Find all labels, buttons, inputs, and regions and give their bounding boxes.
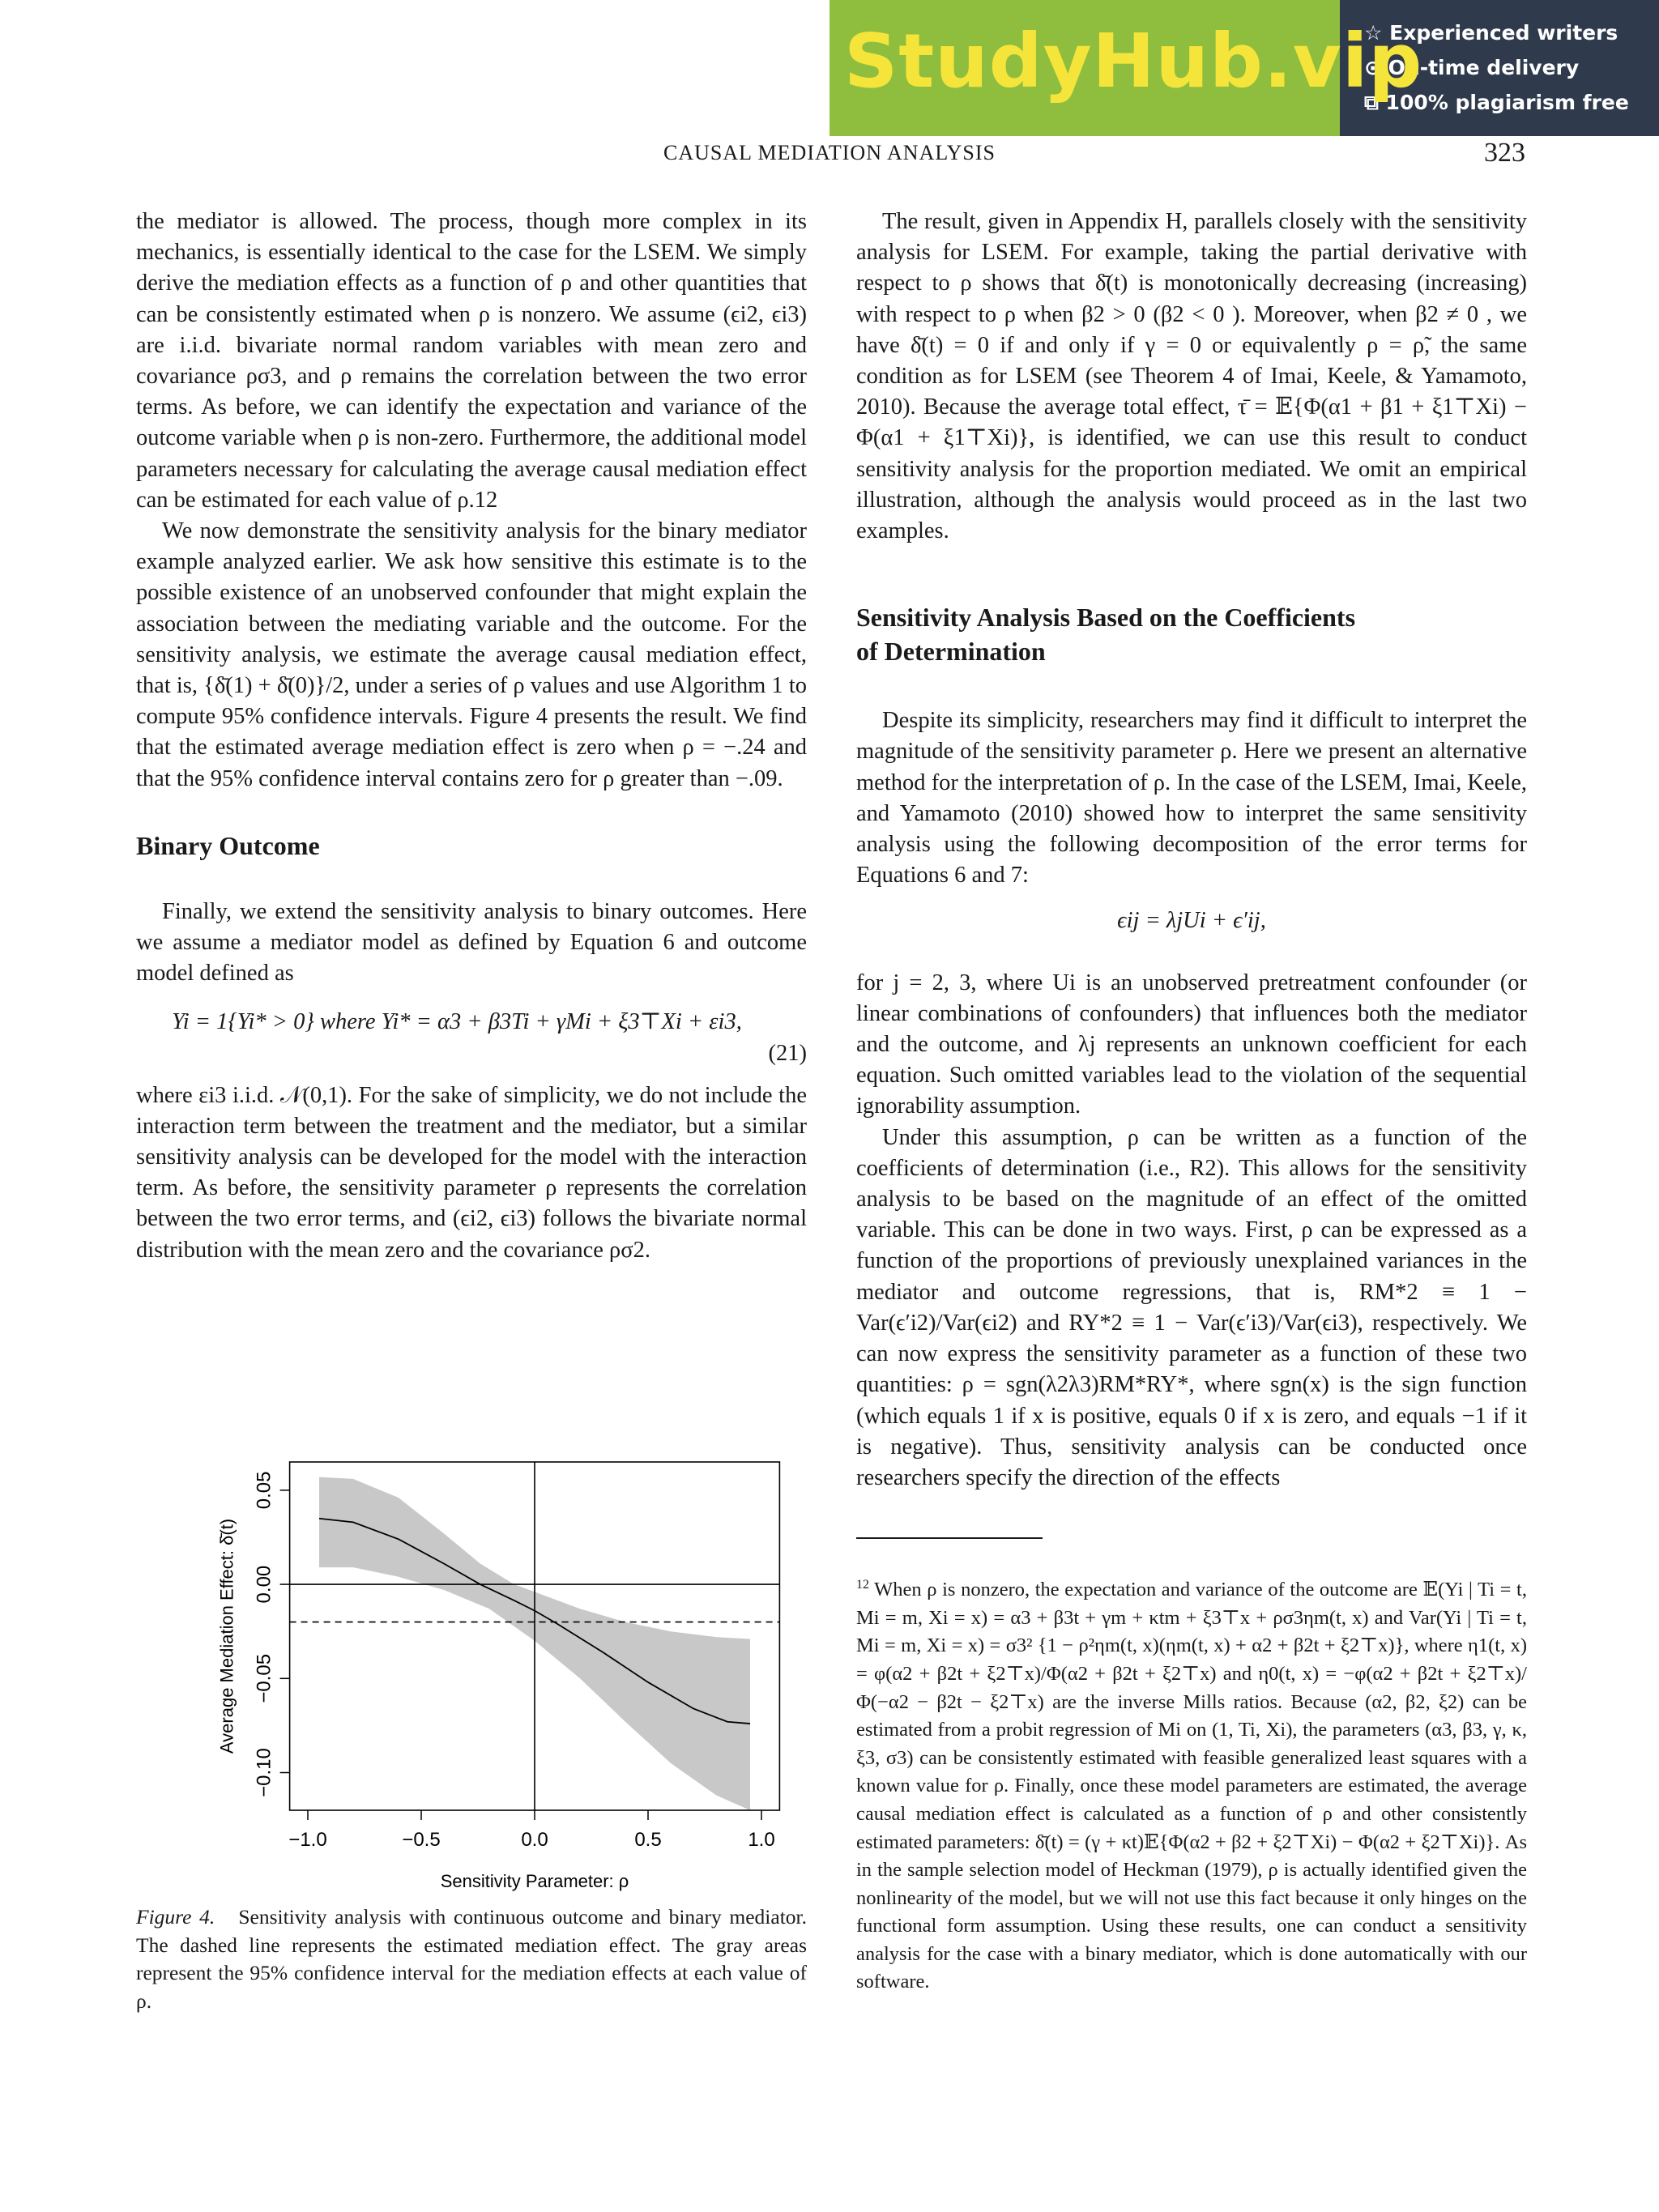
y-axis-label: Average Mediation Effect: δ̄(t) [219,1518,237,1754]
banner-feature-plagiarism: ⧉ 100% plagiarism free [1364,91,1629,114]
banner-feature-delivery: ⊙ On-time delivery [1364,56,1580,79]
footnote-text: When ρ is nonzero, the expectation and variance of the outcome are 𝔼(Yi | Ti = t, Mi = m, Xi = x) = α3 + β3t + γm + κtm + ξ3⊤x + ρσ3ηm(t, x) and Var(Yi | Ti = t, Mi = m, Xi = x) = σ3² {1 − ρ²ηm(t, x)(ηm(t, x) + α2 + β2t + ξ2⊤x)}, where η1(t, x) = φ(α2 + β2t + ξ2⊤x)/Φ(α2 + β2t + ξ2⊤x) and η0(t, x) = −φ(α2 + β2t + ξ2⊤x)/Φ(−α2 − β2t − ξ2⊤x) are the inverse Mills ratios. Because (α2, β2, ξ2) can be estimated from a probit regression of Mi on (1, Ti, Xi), the parameters (α3, β3, γ, κ, ξ3, σ3) can be consistently estimated with feasible generalized least squares with a known value for ρ. Finally, once these model parameters are estimated, the average causal mediation effect is calculated as a function of ρ and other consistently estimated parameters: δ̄(t) = (γ + κt)𝔼{Φ(α2 + β2 + ξ2⊤Xi) − Φ(α2 + ξ2⊤Xi)}. As in the sample selection model of Heckman (1979), ρ is actually identified given the nonlinearity of the model, but we will not use this fact because it only hinges on the functional form assumption. Using these results, one can conduct a sensitivity analysis for the case with a binary mediator, which is done automatically with our software. [856,1579,1527,1993]
promo-banner[interactable] [830,0,1659,136]
section-title-binary-outcome: Binary Outcome [136,830,320,860]
page-number: 323 [1484,138,1525,168]
right-paragraph-1: The result, given in Appendix H, parallels closely with the sensitivity analysis for LSEM. For example, taking the partial derivative with respect to ρ shows that δ̄(t) is monotonically decreasing (increasing) with respect to ρ when β2 > 0 (β2 < 0 ). Moreover, when β2 ≠ 0 , we have δ̄(t) = 0 if and only if γ = 0 or equivalently ρ = ρ̃, the same condition as for LSEM (see Theorem 4 of Imai, Keele, & Yamamoto, 2010). Because the average total effect, τ̄ = 𝔼{Φ(α1 + β1 + ξ1⊤Xi) − Φ(α1 + ξ1⊤Xi)}, is identified, we can use this result to conduct sensitivity analysis for the proportion mediated. We omit an empirical illustration, although the analysis would proceed as in the last two examples. [856,209,1527,544]
footnote-12 [856,1571,1527,1997]
section-title-coefficients-line2: of Determination [856,637,1046,667]
running-head: CAUSAL MEDIATION ANALYSIS [663,141,996,164]
left-paragraph-1: the mediator is allowed. The process, though more complex in its mechanics, is essentially identical to the case for the LSEM. We simply derive the mediation effects as a function of ρ and other quantities that can be consistently estimated when ρ is nonzero. We assume (ϵi2, ϵi3) are i.i.d. bivariate normal random variables with mean zero and covariance ρσ3, and ρ remains the correlation between the two error terms. As before, we can identify the expectation and variance of the outcome variable when ρ is non-zero. Furthermore, the additional model parameters necessary for calculating the average causal mediation effect can be estimated for each value of ρ.12 [136,209,807,513]
left-paragraph-2: We now demonstrate the sensitivity analysis for the binary mediator example analyzed earlier. We ask how sensitive this estimate is to the possible existence of an unobserved confounder that might explain the association between the mediating variable and the outcome. For the sensitivity analysis, we estimate the average causal mediation effect, that is, {δ̄(1) + δ̄(0)}/2, under a series of ρ values and use Algorithm 1 to compute 95% confidence intervals. Figure 4 presents the result. We find that the estimated average mediation effect is zero when ρ = −.24 and that the 95% confidence interval contains zero for ρ greater than −.09. [136,518,807,791]
footnote-mark: 12 [856,1578,869,1592]
equation-number: (21) [768,1040,807,1066]
figure-caption [136,1903,807,2015]
right-column [856,207,1527,1494]
equation-21: Yi = 1{Yi* > 0} where Yi* = α3 + β3Ti + γMi + ξ3⊤Xi + εi3, [172,1009,742,1035]
x-tick-label: 0.0 [521,1829,548,1851]
right-paragraph-2: Despite its simplicity, researchers may find it difficult to interpret the magnitude of the sensitivity parameter ρ. Here we present an alternative method for the interpretation of ρ. In the case of the LSEM, Imai, Keele, and Yamamoto (2010) showed how to interpret the same sensitivity analysis using the following decomposition of the error terms for Equations 6 and 7: [856,708,1527,889]
y-tick-label: 0.05 [253,1471,275,1510]
x-tick-label: −1.0 [288,1829,327,1851]
y-tick-label: 0.00 [253,1565,275,1604]
right-paragraph-4: Under this assumption, ρ can be written as a function of the coefficients of determination (i.e., R2). This allows for the sensitivity analysis to be based on the magnitude of an effect of the omitted variable. This can be done in two ways. First, ρ can be expressed as a function of the proportions of previously unexplained variances in the mediator and outcome regressions, that is, RM*2 ≡ 1 − Var(ϵ′i2)/Var(ϵi2) and RY*2 ≡ 1 − Var(ϵ′i3)/Var(ϵi3), respectively. We can now express the sensitivity parameter as a function of these two quantities: ρ = sgn(λ2λ3)RM*RY*, where sgn(x) is the sign function (which equals 1 if x is positive, equals 0 if x is zero, and equals −1 if it is negative). Thus, sensitivity analysis can be conducted once researchers specify the direction of the effects [856,1124,1527,1490]
sensitivity-chart [219,1446,786,1899]
figure-caption-label: Figure 4. [136,1905,215,1929]
x-tick-label: 1.0 [748,1829,775,1851]
right-paragraph-3: for j = 2, 3, where Ui is an unobserved pretreatment confounder (or linear combinations of confounders) that influences both the mediator and the outcome, and λj represents an unknown coefficient for each equation. Such omitted variables lead to the violation of the sequential ignorability assumption. [856,970,1527,1119]
footnote-rule [856,1537,1043,1539]
figure-caption-text: Sensitivity analysis with continuous outcome and binary mediator. The dashed line represents the estimated mediation effect. The gray areas represent the 95% confidence interval for the mediation effects at each value of ρ. [136,1905,808,2013]
left-paragraph-4: where εi3 i.i.d. 𝒩(0,1). For the sake of simplicity, we do not include the interaction term between the treatment and the mediator, but a similar sensitivity analysis can be developed for the model with the interaction term. As before, the sensitivity parameter ρ represents the correlation between the two error terms, and (ϵi2, ϵi3) follows the bivariate normal distribution with the mean zero and the covariance ρσ2. [136,1082,807,1263]
section-title-coefficients-line1: Sensitivity Analysis Based on the Coefficients [856,603,1356,633]
studyhub-logo: StudyHub.vip [844,18,1423,104]
y-tick-label: −0.10 [253,1748,275,1797]
banner-logo-area [830,0,1423,136]
x-axis-label: Sensitivity Parameter: ρ [440,1871,629,1891]
equation-number-row [136,1038,807,1069]
x-tick-label: −0.5 [402,1829,441,1851]
error-decomposition-equation: ϵij = λjUi + ϵ′ij, [1117,908,1266,934]
figure-4-chart [219,1446,786,1899]
left-paragraph-3: Finally, we extend the sensitivity analysis to binary outcomes. Here we assume a mediator model as defined by Equation 6 and outcome model defined as [136,898,807,987]
y-tick-label: −0.05 [253,1653,275,1703]
left-column [136,207,807,1266]
banner-feature-writers: ☆ Experienced writers [1364,21,1618,45]
x-tick-label: 0.5 [634,1829,662,1851]
